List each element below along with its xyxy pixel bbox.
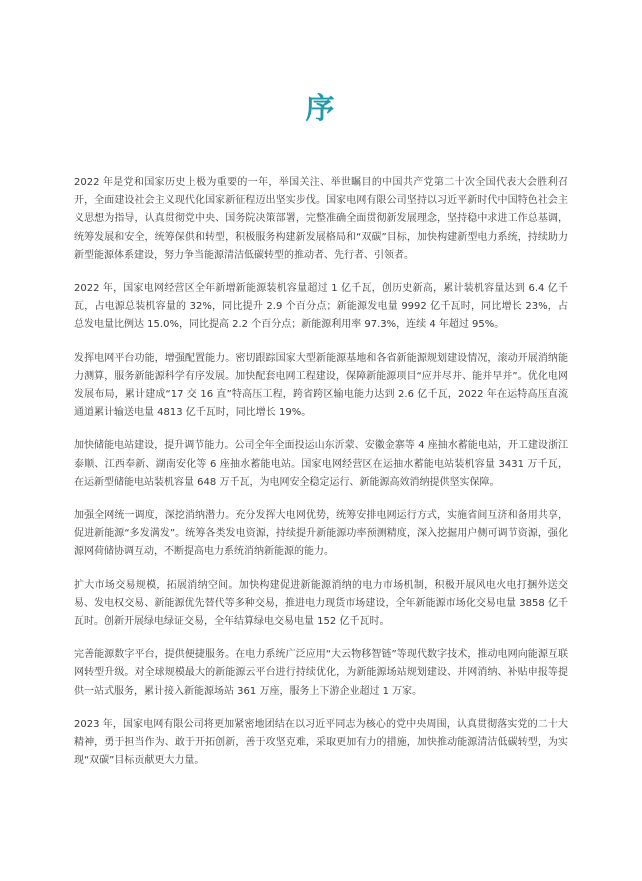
paragraph-statistics: 2022 年，国家电网经营区全年新增新能源装机容量超过 1 亿千瓦，创历史新高，累计装机容量达到 6.4 亿千瓦，占电源总装机容量的 32%，同比提升 2.9 个百分点；新能源发电量 9992 亿千瓦时，同比增长 23%，占总发电量比例达 15.0%，同比提高 2.2 个百分点；新能源利用率 97.3%，连续 4 年超过 95%。 [74,283,568,331]
paragraph-dispatch: 加强全网统一调度，深挖消纳潜力。充分发挥大电网优势，统筹安排电网运行方式，实施省间互济和备用共享，促进新能源“多发满发”。统筹各类发电资源，持续提升新能源功率预测精度，深入挖掘用户侧可调节资源，强化源网荷储协调互动，不断提高电力系统消纳新能源的能力。 [74,510,568,558]
paragraph-intro: 2022 年是党和国家历史上极为重要的一年，举国关注、举世瞩目的中国共产党第二十次全国代表大会胜利召开，全面建设社会主义现代化国家新征程迈出坚实步伐。国家电网有限公司坚持以习近平新时代中国特色社会主义思想为指导，认真贯彻党中央、国务院决策部署，完整准确全面贯彻新发展理念，坚持稳中求进工作总基调，统筹发展和安全，统筹保供和转型，积极服务构建新发展格局和“双碳”目标，加快构建新型电力系统，持续助力新型能源体系建设，努力争当能源清洁低碳转型的推动者、先行者、引领者。 [74,177,568,261]
paragraph-digital-platform: 完善能源数字平台，提供便捷服务。在电力系统广泛应用“大云物移智链”等现代数字技术，推动电网向能源互联网转型升级。对全球规模最大的新能源云平台进行持续优化，为新能源场站规划建设、并网消纳、补贴申报等提供一站式服务，累计接入新能源场站 361 万座，服务上下游企业超过 1 万家。 [74,649,568,697]
paragraph-grid-platform: 发挥电网平台功能，增强配置能力。密切跟踪国家大型新能源基地和各省新能源规划建设情况，滚动开展消纳能力测算，服务新能源科学有序发展。加快配套电网工程建设，保障新能源项目“应并尽并、能并早并”。优化电网发展布局，累计建成“17 交 16 直”特高压工程，跨省跨区输电能力达到 2.6 亿千瓦，2022 年在运特高压直流通道累计输送电量 4813 亿千瓦时，同比增长 19%。 [74,352,568,419]
paragraph-market-trading: 扩大市场交易规模，拓展消纳空间。加快构建促进新能源消纳的电力市场机制，积极开展风电火电打捆外送交易、发电权交易、新能源优先替代等多种交易，推进电力现货市场建设，全年新能源市场化交易电量 3858 亿千瓦时。创新开展绿电绿证交易，全年结算绿电交易电量 152 亿千瓦时。 [74,579,568,628]
document-body [74,174,568,785]
paragraph-outlook-2023: 2023 年，国家电网有限公司将更加紧密地团结在以习近平同志为核心的党中央周围，认真贯彻落实党的二十大精神，勇于担当作为、敢于开拓创新，善于攻坚克难，采取更加有力的措施，加快推动能源清洁低碳转型，为实现“双碳”目标贡献更大力量。 [74,718,568,767]
page-title: 序 [305,91,337,125]
paragraph-energy-storage: 加快储能电站建设，提升调节能力。公司全年全面投运山东沂蒙、安徽金寨等 4 座抽水蓄能电站，开工建设浙江泰顺、江西奉新、湖南安化等 6 座抽水蓄能电站。国家电网经营区在运抽水蓄能电站装机容量 3431 万千瓦，在运新型储能电站装机容量 648 万千瓦，为电网安全稳定运行、新能源高效消纳提供坚实保障。 [74,440,568,488]
